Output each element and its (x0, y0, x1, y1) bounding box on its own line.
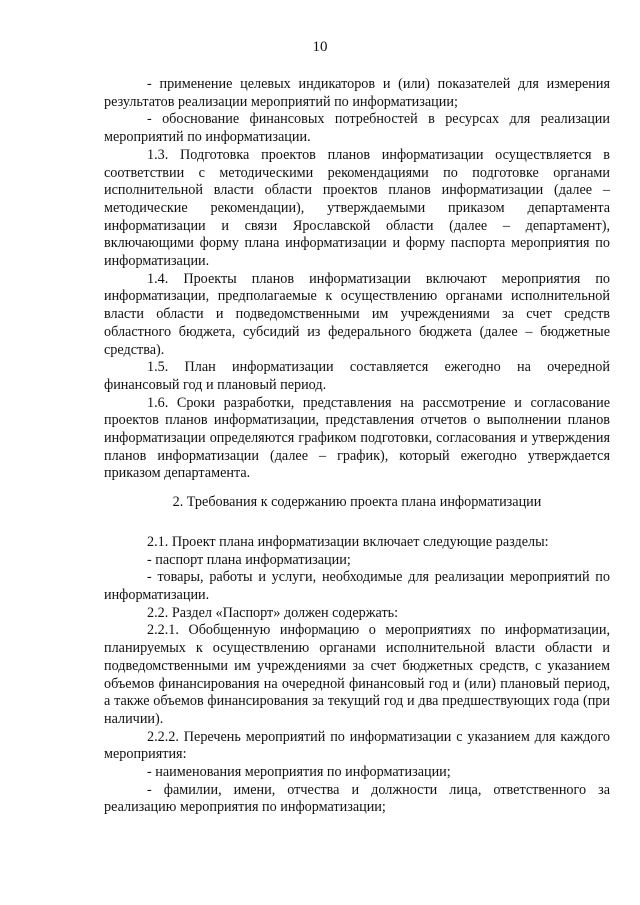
paragraph-2-2: 2.2. Раздел «Паспорт» должен содержать: (147, 604, 399, 621)
paragraph-2-2-2: 2.2.2. Перечень мероприятий по информатизации с указанием для каждого мероприятия: (104, 728, 610, 763)
list-item-responsible-person: - фамилии, имени, отчества и должности лица, ответственного за реализацию мероприятия по информатизации; (104, 781, 610, 816)
paragraph-1-4: 1.4. Проекты планов информатизации включают мероприятия по информатизации, предполагаемые к осуществлению органами исполнительной власти области и подведомственными им учреждениями за счет средств областного бюджета, субсидий из федерального бюджета (далее – бюджетные средства). (104, 270, 610, 358)
list-item-passport: - паспорт плана информатизации; (147, 551, 351, 568)
paragraph-financial-justification: - обоснование финансовых потребностей в ресурсах для реализации мероприятий по информатизации. (104, 111, 610, 146)
list-item-goods-works-services: - товары, работы и услуги, необходимые для реализации мероприятий по информатизации. (104, 569, 610, 603)
paragraph-target-indicators: - применение целевых индикаторов и (или) показателей для измерения результатов реализации мероприятий по информатизации; (104, 76, 610, 110)
paragraph-1-5: 1.5. План информатизации составляется ежегодно на очередной финансовый год и плановый период. (104, 359, 610, 393)
page-number: 10 (312, 39, 328, 55)
list-item-event-name: - наименования мероприятия по информатизации; (147, 764, 451, 781)
document-body (104, 76, 610, 817)
section-heading: 2. Требования к содержанию проекта плана информатизации (172, 494, 542, 511)
paragraph-2-2-1: 2.2.1. Обобщенную информацию о мероприятиях по информатизации, планируемых к осуществлению органами исполнительной власти области и подведомственными им учреждениями за счет бюджетных средств, с указанием объемов финансирования на очередной финансовый год и (или) плановый период, а также объемов финансирования за текущий год и два предшествующих года (при наличии). (104, 622, 610, 727)
paragraph-2-1: 2.1. Проект плана информатизации включает следующие разделы: (147, 533, 549, 550)
paragraph-1-3: 1.3. Подготовка проектов планов информатизации осуществляется в соответствии с методическими рекомендациями по подготовке органами исполнительной власти области проектов планов информатизации (далее – методические рекомендации), утверждаемыми приказом департамента информатизации и связи Ярославской области (далее – департамент), включающими форму плана информатизации и форму паспорта мероприятия по информатизации. (104, 146, 610, 270)
paragraph-1-6: 1.6. Сроки разработки, представления на рассмотрение и согласование проектов планов информатизации, представления отчетов о выполнении планов информатизации определяются графиком подготовки, согласования и утверждения планов информатизации (далее – график), который ежегодно утверждается приказом департамента. (104, 394, 610, 482)
